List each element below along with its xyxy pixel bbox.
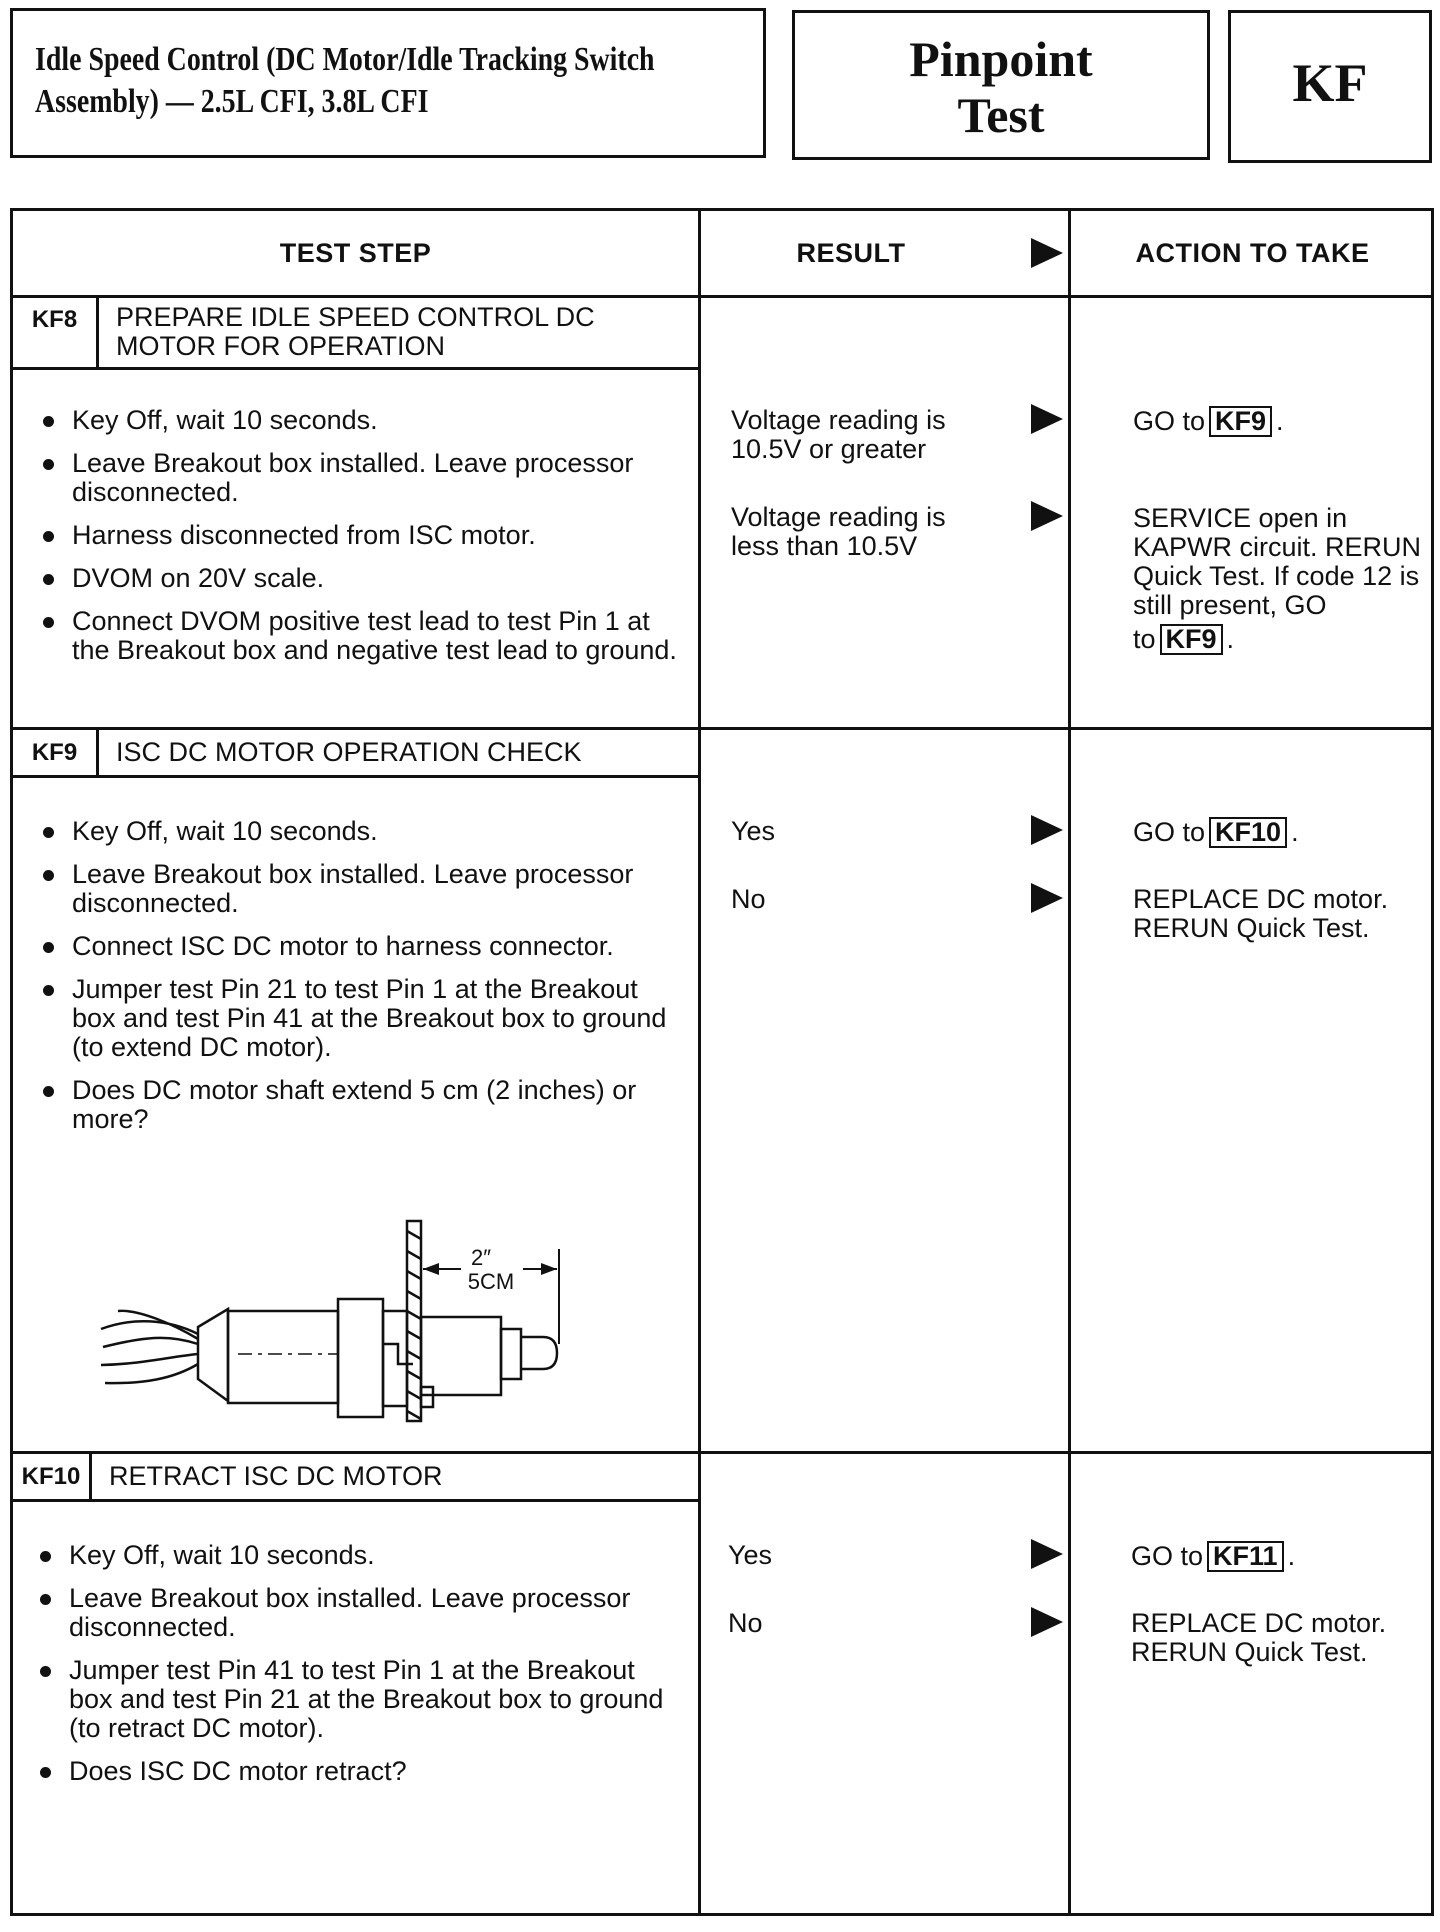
kf9-result-no: No <box>731 884 766 914</box>
pinpoint-table <box>10 208 1434 1916</box>
kf10-action-yes: GO to KF11 . <box>1131 1541 1296 1571</box>
col-divider-1 <box>698 211 701 1913</box>
kf8-arrow-2-icon <box>1031 501 1063 531</box>
front-cap <box>501 1329 521 1379</box>
diagram-inch-label: 2″ <box>470 1245 492 1270</box>
kf10-step-3: Jumper test Pin 41 to test Pin 1 at the Breakout box and test Pin 21 at the Breakout box to ground (to retract DC motor). <box>35 1656 685 1743</box>
kf9-step-1: Key Off, wait 10 seconds. <box>38 817 688 846</box>
kf10-action-no: REPLACE DC motor. RERUN Quick Test. <box>1131 1608 1387 1667</box>
test-code-box <box>1228 10 1432 163</box>
kf8-action-1-text: GO to <box>1133 406 1206 436</box>
kf9-step-title: ISC DC MOTOR OPERATION CHECK <box>116 737 582 767</box>
motor-body <box>228 1311 338 1403</box>
col-divider-2 <box>1068 211 1071 1913</box>
motor-flange <box>383 1311 407 1406</box>
header-action: ACTION TO TAKE <box>1135 238 1370 268</box>
kf8-step-header <box>13 298 698 367</box>
kf9-title-divider <box>13 775 698 778</box>
kf8-step-3: Harness disconnected from ISC motor. <box>38 521 678 550</box>
kf10-steps <box>35 1541 685 1800</box>
kf10-arrow-yes-icon <box>1031 1539 1063 1569</box>
kf10-step-1: Key Off, wait 10 seconds. <box>35 1541 685 1570</box>
kf9-action-no: REPLACE DC motor. RERUN Quick Test. <box>1133 884 1389 943</box>
kf8-step-id: KF8 <box>13 298 99 367</box>
page-title-line1: Idle Speed Control (DC Motor/Idle Tracking Switch <box>35 41 655 78</box>
kf10-step-header <box>13 1454 698 1499</box>
wire-3 <box>101 1354 198 1365</box>
kf8-result-1: Voltage reading is 10.5V or greater <box>731 405 946 464</box>
kf9-action-yes: GO to KF10 . <box>1133 817 1299 847</box>
connector <box>198 1309 228 1401</box>
kf10-step-title: RETRACT ISC DC MOTOR <box>109 1461 443 1491</box>
kf9-step-2: Leave Breakout box installed. Leave processor disconnected. <box>38 860 688 918</box>
kf10-step-2: Leave Breakout box installed. Leave processor disconnected. <box>35 1584 685 1642</box>
isc-dc-motor-diagram <box>73 1139 633 1429</box>
wire-2 <box>103 1338 198 1347</box>
kf9-step-5: Does DC motor shaft extend 5 cm (2 inches) or more? <box>38 1076 688 1134</box>
kf8-step-1: Key Off, wait 10 seconds. <box>38 406 678 435</box>
kf8-arrow-1-icon <box>1031 404 1063 434</box>
kf10-result-yes: Yes <box>728 1540 773 1570</box>
pinpoint-line2: Test <box>957 87 1045 143</box>
kf9-arrow-yes-icon <box>1031 815 1063 845</box>
kf9-step-3: Connect ISC DC motor to harness connector. <box>38 932 688 961</box>
kf9-step-4: Jumper test Pin 21 to test Pin 1 at the Breakout box and test Pin 41 at the Breakout box to ground (to extend DC motor). <box>38 975 688 1062</box>
kf8-action-2-text: SERVICE open in KAPWR circuit. RERUN Quick Test. If code 12 is still present, GO <box>1133 503 1422 620</box>
page-title-line2: Assembly) — 2.5L CFI, 3.8L CFI <box>35 83 429 120</box>
kf9-reference-link-2[interactable]: KF9 <box>1160 624 1223 655</box>
header-arrow-icon <box>1031 238 1063 268</box>
kf10-result-no: No <box>728 1608 763 1638</box>
kf9-result-yes: Yes <box>731 816 776 846</box>
kf8-steps <box>38 406 678 679</box>
wire-4 <box>105 1364 198 1383</box>
kf8-step-title <box>116 303 595 361</box>
front-housing <box>421 1317 501 1395</box>
kf9-step-id: KF9 <box>13 730 99 775</box>
kf8-action-1: GO to KF9 . <box>1133 406 1284 436</box>
pinpoint-line1: Pinpoint <box>909 31 1093 87</box>
kf10-title-divider <box>13 1499 698 1502</box>
plunger <box>521 1337 557 1369</box>
kf8-title-line2: MOTOR FOR OPERATION <box>116 331 446 361</box>
kf10-step-4: Does ISC DC motor retract? <box>35 1757 685 1786</box>
kf8-title-line1: PREPARE IDLE SPEED CONTROL DC <box>116 302 595 332</box>
header-result: RESULT <box>796 238 906 268</box>
bracket-tab <box>421 1387 433 1407</box>
kf9-action-yes-text: GO to <box>1133 817 1206 847</box>
wire-5 <box>118 1311 198 1339</box>
diagram-cm-label: 5CM <box>467 1269 515 1294</box>
motor-collar <box>338 1299 383 1417</box>
kf8-action-2-to: to <box>1133 624 1156 654</box>
header-test-step: TEST STEP <box>279 238 432 268</box>
kf9-steps <box>38 817 688 1148</box>
title-box <box>10 8 766 158</box>
pinpoint-label <box>795 13 1207 143</box>
kf8-step-4: DVOM on 20V scale. <box>38 564 678 593</box>
kf10-arrow-no-icon <box>1031 1607 1063 1637</box>
kf10-step-id: KF10 <box>13 1454 92 1499</box>
kf8-title-divider <box>13 367 698 370</box>
pinpoint-test-box <box>792 10 1210 160</box>
kf8-action-2: SERVICE open in KAPWR circuit. RERUN Quick Test. If code 12 is still present, GO to KF9 . <box>1133 503 1422 654</box>
test-code: KF <box>1292 53 1368 113</box>
kf8-step-5: Connect DVOM positive test lead to test Pin 1 at the Breakout box and negative test lead to ground. <box>38 607 678 665</box>
kf10-reference-link[interactable]: KF10 <box>1209 817 1287 848</box>
kf9-reference-link[interactable]: KF9 <box>1209 406 1272 437</box>
kf11-reference-link[interactable]: KF11 <box>1207 1541 1284 1572</box>
kf8-result-2: Voltage reading is less than 10.5V <box>731 502 946 561</box>
kf9-arrow-no-icon <box>1031 883 1063 913</box>
kf8-step-2: Leave Breakout box installed. Leave processor disconnected. <box>38 449 678 507</box>
kf9-step-header <box>13 730 698 775</box>
kf10-action-yes-text: GO to <box>1131 1541 1204 1571</box>
